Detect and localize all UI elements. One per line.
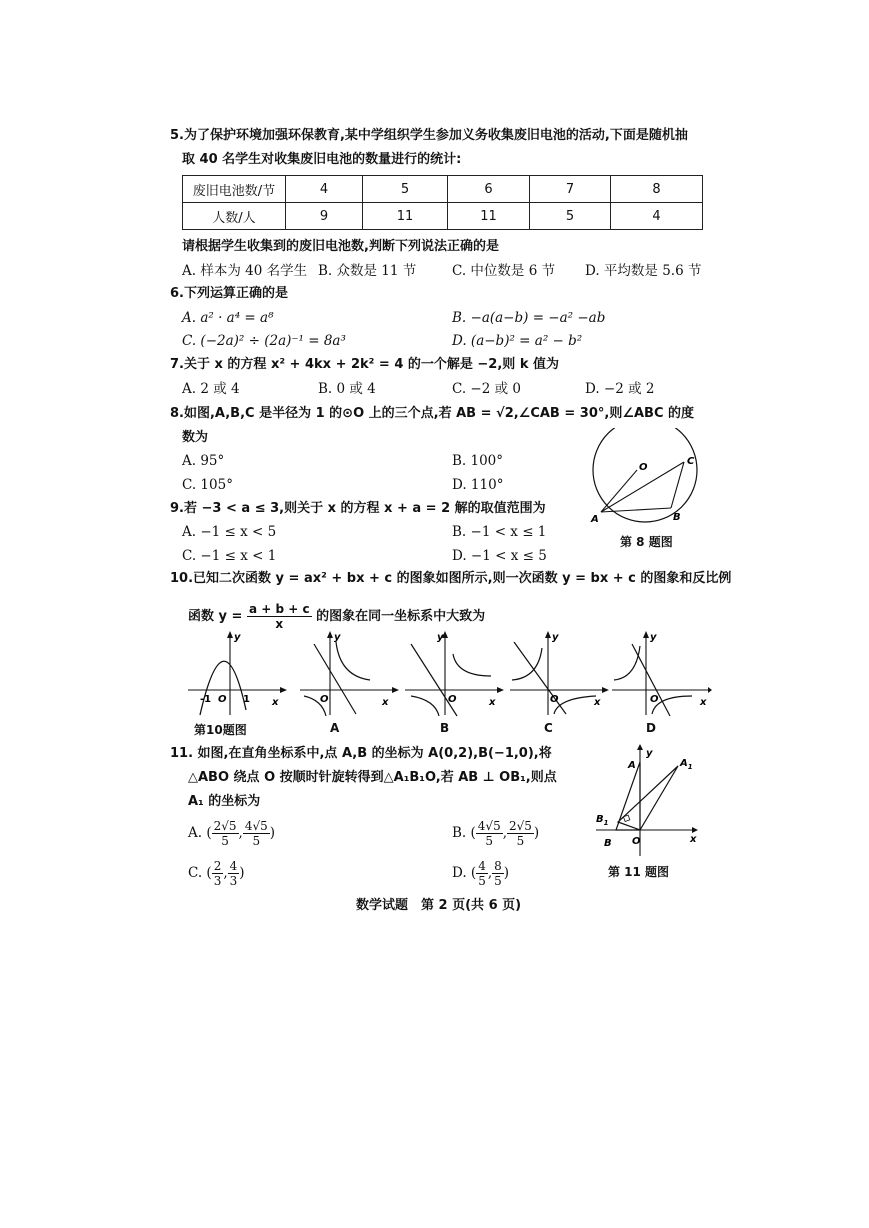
svg-text:y: y xyxy=(552,632,559,643)
q8-option-a[interactable]: A. 95° xyxy=(182,453,225,469)
page-footer: 数学试题 第 2 页(共 6 页) xyxy=(356,898,522,913)
table-cell: 9 xyxy=(286,203,363,230)
table-cell: 5 xyxy=(530,203,611,230)
table-header-cell: 人数/人 xyxy=(183,203,286,230)
q7-option-c[interactable]: C. −2 或 0 xyxy=(452,381,522,397)
q7-option-a[interactable]: A. 2 或 4 xyxy=(182,381,240,397)
label-o: O xyxy=(639,462,648,473)
svg-text:O: O xyxy=(650,694,659,705)
table-cell: 11 xyxy=(448,203,530,230)
q10-label-b: B xyxy=(440,721,450,735)
svg-text:O: O xyxy=(632,836,641,847)
q10-label-a: A xyxy=(330,721,340,735)
q11-option-a[interactable]: A. ( $\frac{2√5}{5}$ , $\frac{4√5}{5}$ ) xyxy=(188,819,276,848)
svg-text:y: y xyxy=(650,632,657,643)
svg-text:B: B xyxy=(604,838,612,849)
table-cell: 5 xyxy=(363,176,448,203)
q6-option-c[interactable]: C. (−2a)² ÷ (2a)⁻¹ = 8a³ xyxy=(182,333,346,349)
q9-option-b[interactable]: B. −1 < x ≤ 1 xyxy=(452,524,547,540)
table-cell: 7 xyxy=(530,176,611,203)
q8-line1: 8.如图,A,B,C 是半径为 1 的⊙O 上的三个点,若 AB = √2,∠CAB = 30°,则∠ABC 的度 xyxy=(170,406,695,421)
q8-line2: 数为 xyxy=(182,430,209,445)
q9-option-c[interactable]: C. −1 ≤ x < 1 xyxy=(182,548,277,564)
q11-option-d[interactable]: D. ( $\frac{4}{5}$ , $\frac{8}{5}$ ) xyxy=(452,859,510,888)
svg-text:O: O xyxy=(550,694,559,705)
svg-text:B1: $B_1$ xyxy=(596,814,609,827)
q10-fraction-denominator: x xyxy=(275,617,284,631)
q5-option-d[interactable]: D. 平均数是 5.6 节 xyxy=(585,263,702,279)
q5-line2: 取 40 名学生对收集废旧电池的数量进行的统计: xyxy=(182,152,462,167)
q9-option-a[interactable]: A. −1 ≤ x < 5 xyxy=(182,524,277,540)
q5-option-a[interactable]: A. 样本为 40 名学生 xyxy=(182,263,308,279)
q10-label-c: C xyxy=(544,721,553,735)
q6-stem: 6.下列运算正确的是 xyxy=(170,286,288,301)
q11-line1: 11. 如图,在直角坐标系中,点 A,B 的坐标为 A(0,2),B(−1,0),将 xyxy=(170,746,552,761)
q10-graph-a xyxy=(300,630,400,720)
q10-line2 xyxy=(188,602,485,631)
q11-line3: A₁ 的坐标为 xyxy=(188,794,261,809)
q10-fraction xyxy=(247,602,312,631)
battery-stats-table xyxy=(182,175,703,230)
q10-line1: 10.已知二次函数 y = ax² + bx + c 的图象如图所示,则一次函数 y = bx + c 的图象和反比例 xyxy=(170,571,732,586)
q10-label-d: D xyxy=(646,721,656,735)
q10-line2-pre: 函数 y = xyxy=(188,609,243,624)
table-header-cell: 废旧电池数/节 xyxy=(183,176,286,203)
svg-text:O: O xyxy=(320,694,329,705)
q11-option-c[interactable]: C. ( $\frac{2}{3}$ , $\frac{4}{3}$ ) xyxy=(188,859,245,888)
q9-stem: 9.若 −3 < a ≤ 3,则关于 x 的方程 x + a = 2 解的取值范围为 xyxy=(170,501,546,516)
q7-stem: 7.关于 x 的方程 x² + 4kx + 2k² = 4 的一个解是 −2,则 k 值为 xyxy=(170,357,559,372)
label-b: B xyxy=(673,512,681,523)
svg-text:A: A xyxy=(628,760,636,771)
table-cell: 4 xyxy=(286,176,363,203)
svg-text:x: x xyxy=(594,697,601,708)
table-cell: 4 xyxy=(611,203,703,230)
q11-rotation-figure xyxy=(590,738,705,858)
q7-option-d[interactable]: D. −2 或 2 xyxy=(585,381,655,397)
table-row xyxy=(183,176,703,203)
q8-option-b[interactable]: B. 100° xyxy=(452,453,504,469)
svg-text:y: y xyxy=(437,632,444,643)
axis-y-label: y xyxy=(234,632,241,643)
q10-line2-post: 的图象在同一坐标系中大致为 xyxy=(316,609,486,624)
origin-label: O xyxy=(218,694,227,705)
label-a: A xyxy=(591,514,599,525)
q6-option-a[interactable]: A. a² · a⁴ = a⁸ xyxy=(182,310,274,326)
table-cell: 6 xyxy=(448,176,530,203)
q9-option-d[interactable]: D. −1 < x ≤ 5 xyxy=(452,548,547,564)
svg-text:x: x xyxy=(489,697,496,708)
axis-x-label: x xyxy=(272,697,279,708)
svg-text:x: x xyxy=(690,834,697,845)
q11-caption: 第 11 题图 xyxy=(608,865,670,879)
svg-text:O: O xyxy=(448,694,457,705)
q10-graph-c xyxy=(510,630,610,720)
svg-text:y: y xyxy=(646,748,653,759)
q5-prompt: 请根据学生收集到的废旧电池数,判断下列说法正确的是 xyxy=(182,239,499,254)
table-cell: 8 xyxy=(611,176,703,203)
q8-circle-figure xyxy=(583,428,713,528)
label-c: C xyxy=(687,456,695,467)
q11-line2: △ABO 绕点 O 按顺时针旋转得到△A₁B₁O,若 AB ⊥ OB₁,则点 xyxy=(188,770,557,785)
q11-option-b[interactable]: B. ( $\frac{4√5}{5}$ , $\frac{2√5}{5}$ ) xyxy=(452,819,540,848)
q10-graph-b xyxy=(405,630,505,720)
q8-option-d[interactable]: D. 110° xyxy=(452,477,504,493)
q5-option-c[interactable]: C. 中位数是 6 节 xyxy=(452,263,556,279)
q6-option-d[interactable]: D. (a−b)² = a² − b² xyxy=(452,333,583,349)
q8-caption: 第 8 题图 xyxy=(620,535,673,549)
q10-main-graph xyxy=(188,630,288,720)
segment-ao xyxy=(601,470,637,512)
q8-option-c[interactable]: C. 105° xyxy=(182,477,233,493)
q10-fraction-numerator: a + b + c xyxy=(248,602,310,616)
q7-option-b[interactable]: B. 0 或 4 xyxy=(318,381,376,397)
svg-text:x: x xyxy=(382,697,389,708)
svg-text:A1: $A_1$ xyxy=(680,758,693,771)
q6-option-b[interactable]: B. −a(a−b) = −a² −ab xyxy=(452,310,606,326)
table-cell: 11 xyxy=(363,203,448,230)
q5-line1: 5.为了保护环境加强环保教育,某中学组织学生参加义务收集废旧电池的活动,下面是随机抽 xyxy=(170,128,688,143)
q10-caption: 第10题图 xyxy=(194,723,247,737)
svg-text:x: x xyxy=(700,697,707,708)
tick-neg-1: -1 xyxy=(200,694,212,705)
q10-graph-d xyxy=(612,630,712,720)
svg-text:y: y xyxy=(334,632,341,643)
table-row xyxy=(183,203,703,230)
q5-option-b[interactable]: B. 众数是 11 节 xyxy=(318,263,417,279)
tick-pos-1: 1 xyxy=(243,694,250,705)
